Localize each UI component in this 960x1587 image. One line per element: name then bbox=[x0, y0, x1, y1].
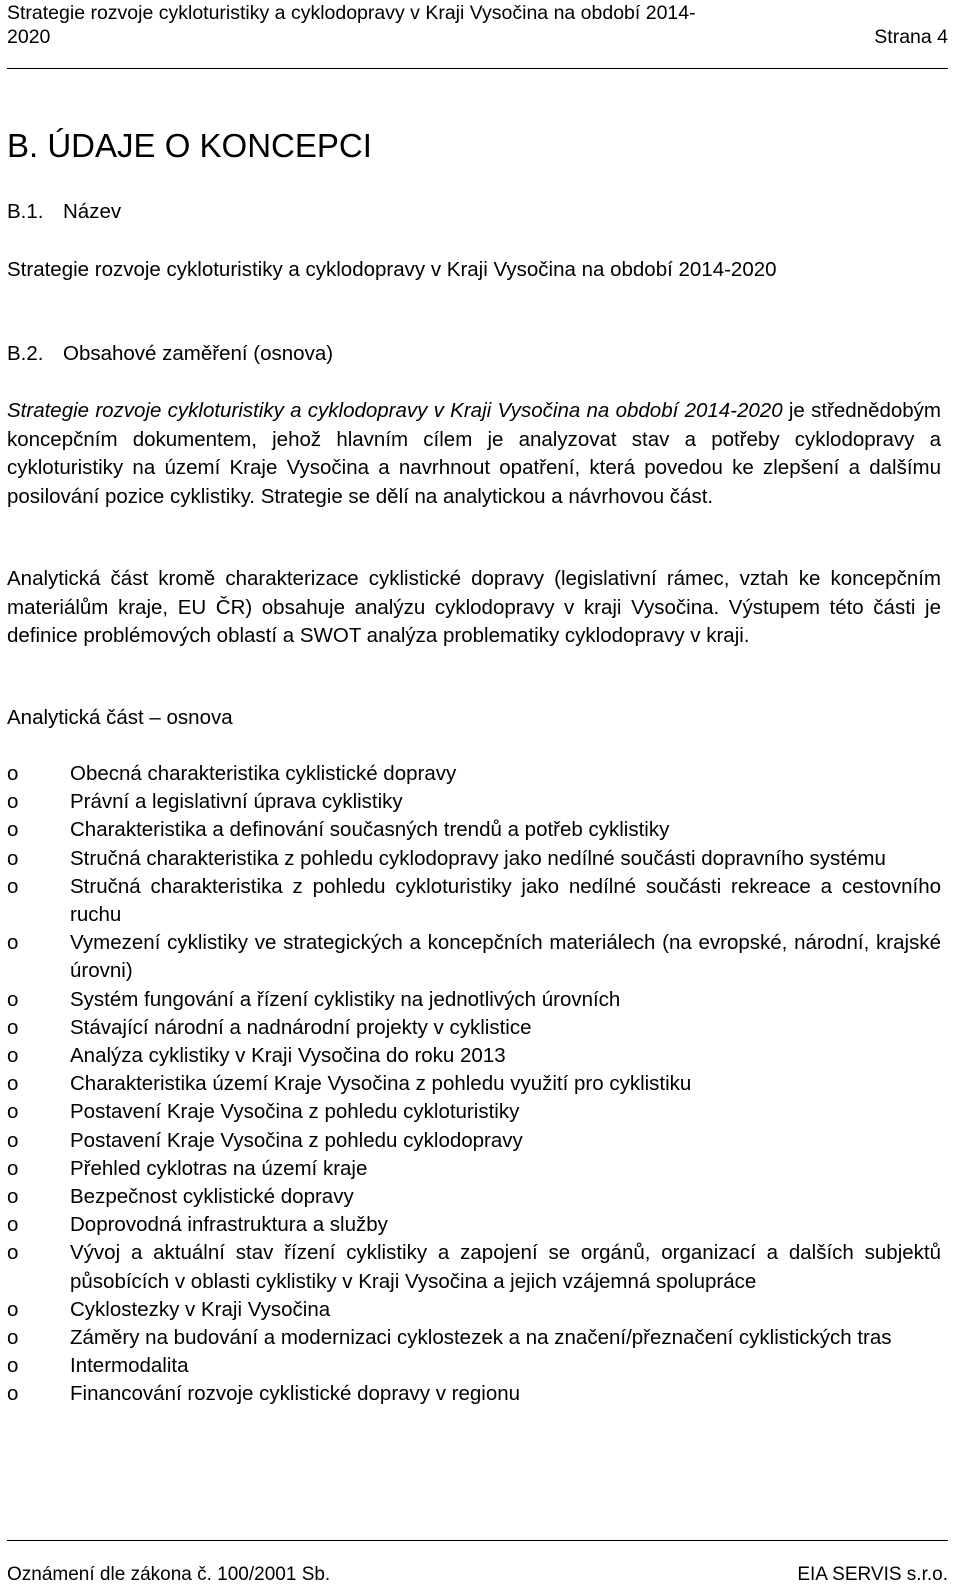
header-page-number: Strana 4 bbox=[874, 26, 948, 48]
outline-item-text: Postavení Kraje Vysočina z pohledu cyklodopravy bbox=[70, 1128, 523, 1152]
outline-bullet: o bbox=[7, 874, 19, 898]
outline-bullet: o bbox=[7, 1100, 19, 1124]
outline-bullet: o bbox=[7, 1241, 19, 1265]
outline-item-text: Právní a legislativní úprava cyklistiky bbox=[70, 790, 403, 814]
section-heading: B. ÚDAJE O KONCEPCI bbox=[7, 127, 372, 164]
outline-item bbox=[7, 788, 941, 816]
outline-item-text: Charakteristika území Kraje Vysočina z pohledu využití pro cyklistiku bbox=[70, 1072, 692, 1096]
outline-bullet: o bbox=[7, 790, 19, 814]
outline-item bbox=[7, 1070, 941, 1098]
outline-item-text: Intermodalita bbox=[70, 1354, 189, 1378]
outline-item-text: Přehled cyklotras na území kraje bbox=[70, 1156, 368, 1180]
outline-item-text: Doprovodná infrastruktura a služby bbox=[70, 1213, 388, 1237]
outline-item-text: Záměry na budování a modernizaci cyklostezek a na značení/přeznačení cyklistických tras bbox=[70, 1326, 892, 1350]
outline-item-text: Charakteristika a definování současných trendů a potřeb cyklistiky bbox=[70, 818, 670, 842]
outline-bullet: o bbox=[7, 987, 19, 1011]
outline-list bbox=[7, 760, 941, 1409]
subsection-b1-heading bbox=[7, 198, 121, 226]
outline-item bbox=[7, 1127, 941, 1155]
page-footer bbox=[7, 1540, 948, 1585]
subsection-b2-number: B.2. bbox=[7, 342, 44, 365]
footer-right: EIA SERVIS s.r.o. bbox=[797, 1564, 948, 1585]
outline-bullet: o bbox=[7, 1297, 19, 1321]
outline-bullet: o bbox=[7, 762, 19, 785]
outline-bullet: o bbox=[7, 1354, 19, 1378]
b2-intro-italic: Strategie rozvoje cykloturistiky a cyklodopravy v Kraji Vysočina na období 2014-2020 bbox=[7, 399, 783, 422]
subsection-b2-title: Obsahové zaměření (osnova) bbox=[63, 342, 334, 365]
outline-item-text: Systém fungování a řízení cyklistiky na jednotlivých úrovních bbox=[70, 987, 621, 1011]
outline-item-text: Stručná charakteristika z pohledu cykloturistiky jako nedílné součásti rekreace a cestovního ruchu bbox=[70, 874, 941, 927]
outline-bullet: o bbox=[7, 1326, 19, 1350]
b2-intro-rest: je střednědobým koncepčním dokumentem, jehož hlavním cílem je analyzovat stav a potřeby cyklodopravy a cykloturistiky na území Kraje Vysočina a navrhnout opatření, která povedou ke zlepšení a dalšímu posilování pozice cyklistiky. Strategie se dělí na analytickou a návrhovou část. bbox=[7, 399, 941, 508]
outline-item-text: Postavení Kraje Vysočina z pohledu cykloturistiky bbox=[70, 1100, 520, 1124]
outline-item bbox=[7, 1352, 941, 1380]
footer-left: Oznámení dle zákona č. 100/2001 Sb. bbox=[7, 1564, 331, 1585]
outline-item bbox=[7, 1211, 941, 1239]
outline-item-text: Stávající národní a nadnárodní projekty v cyklistice bbox=[70, 1015, 532, 1039]
outline-bullet: o bbox=[7, 1128, 19, 1152]
header-title: Strategie rozvoje cykloturistiky a cyklodopravy v Kraji Vysočina na období 2014-2020 bbox=[7, 2, 696, 48]
outline-item-text: Vývoj a aktuální stav řízení cyklistiky a zapojení se orgánů, organizací a dalších subjektů působících v oblasti cyklistiky v Kraji Vysočina a jejich vzájemná spolupráce bbox=[70, 1241, 941, 1293]
outline-item bbox=[7, 1380, 941, 1408]
outline-bullet: o bbox=[7, 1213, 19, 1237]
outline-bullet: o bbox=[7, 1044, 19, 1068]
outline-bullet: o bbox=[7, 1072, 19, 1096]
outline-item bbox=[7, 1042, 941, 1070]
outline-bullet: o bbox=[7, 818, 19, 842]
outline-item bbox=[7, 1014, 941, 1042]
subsection-b1-title: Název bbox=[63, 200, 122, 223]
outline-item-text: Bezpečnost cyklistické dopravy bbox=[70, 1185, 354, 1209]
outline-item bbox=[7, 1183, 941, 1211]
outline-item bbox=[7, 760, 941, 788]
b2-intro-paragraph bbox=[7, 397, 941, 511]
outline-item-text: Cyklostezky v Kraji Vysočina bbox=[70, 1297, 331, 1321]
outline-bullet: o bbox=[7, 846, 19, 870]
outline-item-text: Analýza cyklistiky v Kraji Vysočina do roku 2013 bbox=[70, 1044, 506, 1068]
subsection-b1-number: B.1. bbox=[7, 200, 44, 223]
outline-item bbox=[7, 873, 941, 929]
outline-item-text: Obecná charakteristika cyklistické dopravy bbox=[70, 762, 457, 785]
b2-analytic-paragraph: Analytická část kromě charakterizace cyklistické dopravy (legislativní rámec, vztah ke koncepčním materiálům kraje, EU ČR) obsahuje analýzu cyklodopravy v kraji Vysočina. Výstupem této části je definice problémových oblastí a SWOT analýza problematiky cyklodopravy v kraji. bbox=[7, 567, 941, 647]
outline-bullet: o bbox=[7, 1015, 19, 1039]
outline-bullet: o bbox=[7, 931, 19, 955]
b1-concept-name: Strategie rozvoje cykloturistiky a cyklodopravy v Kraji Vysočina na období 2014-2020 bbox=[7, 258, 777, 281]
page-header bbox=[7, 0, 948, 69]
outline-item bbox=[7, 1239, 941, 1295]
outline-item bbox=[7, 1155, 941, 1183]
outline-item bbox=[7, 986, 941, 1014]
outline-bullet: o bbox=[7, 1185, 19, 1209]
outline-item-text: Vymezení cyklistiky ve strategických a koncepčních materiálech (na evropské, národní, krajské úrovni) bbox=[70, 931, 941, 983]
outline-item bbox=[7, 1098, 941, 1126]
outline-bullet: o bbox=[7, 1156, 19, 1180]
outline-bullet: o bbox=[7, 1382, 19, 1406]
subsection-b2-heading bbox=[7, 340, 333, 368]
outline-item-text: Financování rozvoje cyklistické dopravy v regionu bbox=[70, 1382, 521, 1406]
outline-item bbox=[7, 1296, 941, 1324]
outline-title: Analytická část – osnova bbox=[7, 706, 233, 729]
outline-item-text: Stručná charakteristika z pohledu cyklodopravy jako nedílné součásti dopravního systému bbox=[70, 846, 886, 870]
outline-item bbox=[7, 1324, 941, 1352]
outline-item bbox=[7, 816, 941, 844]
outline-item bbox=[7, 845, 941, 873]
outline-item bbox=[7, 929, 941, 985]
